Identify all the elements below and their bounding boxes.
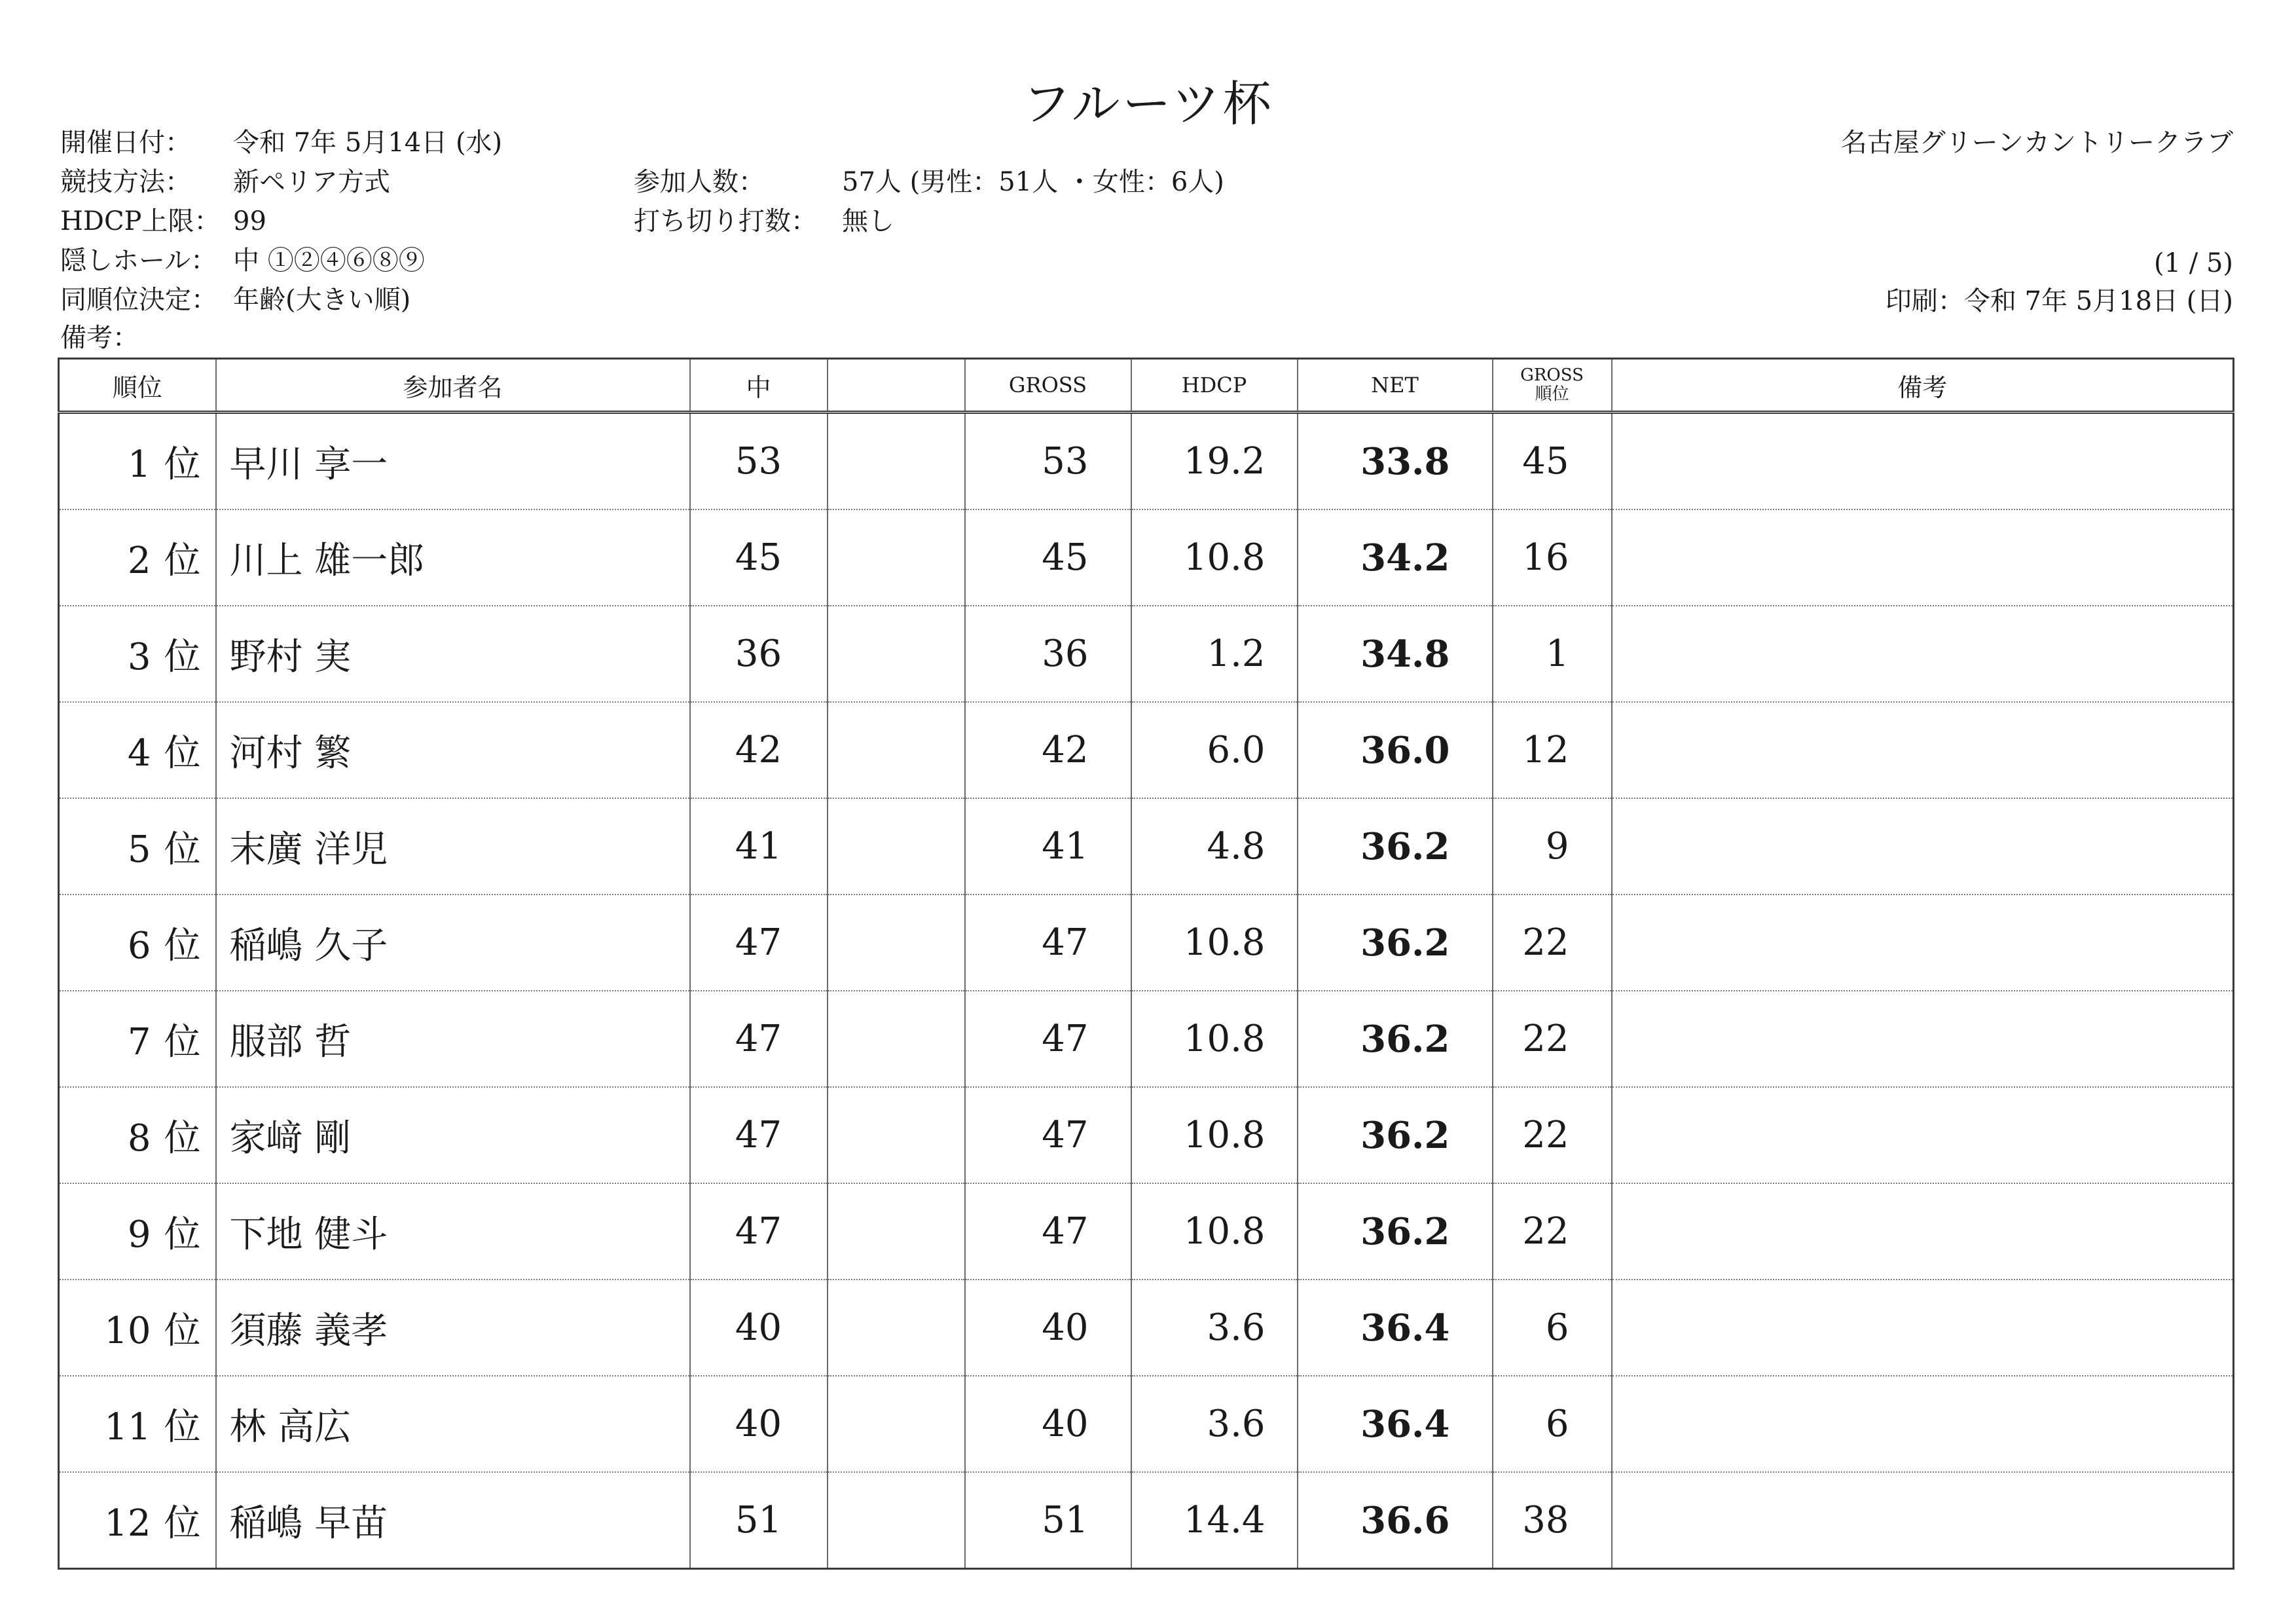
- note-cell: [1612, 991, 2234, 1087]
- rank-cell: [59, 606, 216, 702]
- gross-rank: 45: [1493, 413, 1612, 510]
- event-date-line: [60, 130, 502, 156]
- header-gross: GROSS: [965, 359, 1131, 413]
- hdcp-value: 10.8: [1131, 1183, 1298, 1280]
- rank-cell: [59, 1280, 216, 1376]
- table-row: [59, 1087, 2234, 1183]
- print-date-value: 令和 7年 5月18日 (日): [1963, 286, 2233, 316]
- header-course: 中: [690, 359, 828, 413]
- competition-method-label: 競技方法：: [60, 167, 191, 197]
- hdcp-value: 14.4: [1131, 1472, 1298, 1569]
- table-row: [59, 606, 2234, 702]
- header-net: NET: [1298, 359, 1493, 413]
- print-date-line: [1886, 288, 2233, 314]
- competition-method-line: [60, 169, 390, 195]
- course-score: 47: [690, 895, 828, 991]
- note-cell: [1612, 702, 2234, 798]
- table-row: [59, 1280, 2234, 1376]
- course-score: 40: [690, 1376, 828, 1472]
- gross-score: 47: [965, 991, 1131, 1087]
- table-header-row: [59, 359, 2234, 413]
- gross-score: 47: [965, 895, 1131, 991]
- participant-name: 稲嶋 久子: [216, 895, 690, 991]
- page-indicator: (1 / 5): [2153, 248, 2233, 278]
- header-gross-rank: [1493, 359, 1612, 413]
- gross-rank: 22: [1493, 1183, 1612, 1280]
- gross-score: 45: [965, 509, 1131, 606]
- cutoff-value: 無し: [842, 206, 894, 236]
- competition-method-value: 新ペリア方式: [233, 167, 390, 197]
- hdcp-value: 1.2: [1131, 606, 1298, 702]
- hidden-holes-value: 中 ①②④⑥⑧⑨: [233, 246, 425, 276]
- course-score: 41: [690, 798, 828, 895]
- blank-cell: [828, 1183, 965, 1280]
- participant-name: 野村 実: [216, 606, 690, 702]
- rank-number: 2: [127, 539, 151, 582]
- rank-cell: [59, 1183, 216, 1280]
- note-cell: [1612, 1280, 2234, 1376]
- table-row: [59, 991, 2234, 1087]
- participant-name: 稲嶋 早苗: [216, 1472, 690, 1569]
- gross-rank: 22: [1493, 991, 1612, 1087]
- rank-number: 1: [127, 443, 151, 486]
- rank-cell: [59, 1087, 216, 1183]
- rank-number: 8: [127, 1116, 151, 1160]
- blank-cell: [828, 1376, 965, 1472]
- table-row: [59, 798, 2234, 895]
- hidden-holes-label: 隠しホール：: [60, 246, 217, 276]
- blank-cell: [828, 1472, 965, 1569]
- blank-cell: [828, 606, 965, 702]
- header-note: 備考: [1612, 359, 2234, 413]
- gross-rank: 38: [1493, 1472, 1612, 1569]
- gross-rank: 22: [1493, 895, 1612, 991]
- blank-cell: [828, 702, 965, 798]
- rank-cell: [59, 702, 216, 798]
- rank-cell: [59, 509, 216, 606]
- header-gross-rank-line2: 順位: [1535, 384, 1569, 404]
- rank-number: 5: [127, 828, 151, 871]
- net-score: 36.4: [1298, 1376, 1493, 1472]
- participant-name: 服部 哲: [216, 991, 690, 1087]
- hdcp-value: 10.8: [1131, 895, 1298, 991]
- gross-score: 42: [965, 702, 1131, 798]
- course-score: 53: [690, 413, 828, 510]
- net-score: 34.2: [1298, 509, 1493, 606]
- document-title: フルーツ杯: [1022, 76, 1274, 132]
- rank-number: 10: [104, 1309, 151, 1352]
- participant-name: 下地 健斗: [216, 1183, 690, 1280]
- cutoff-label: 打ち切り打数：: [634, 206, 817, 236]
- table-row: [59, 895, 2234, 991]
- rank-suffix: 位: [164, 1116, 201, 1160]
- net-score: 36.2: [1298, 1087, 1493, 1183]
- gross-score: 51: [965, 1472, 1131, 1569]
- hdcp-value: 3.6: [1131, 1376, 1298, 1472]
- blank-cell: [828, 991, 965, 1087]
- rank-suffix: 位: [164, 1405, 201, 1449]
- gross-rank: 12: [1493, 702, 1612, 798]
- note-cell: [1612, 798, 2234, 895]
- header-blank: [828, 359, 965, 413]
- net-score: 33.8: [1298, 413, 1493, 510]
- net-score: 36.2: [1298, 895, 1493, 991]
- cutoff-line: [634, 208, 894, 234]
- gross-rank: 6: [1493, 1280, 1612, 1376]
- gross-score: 53: [965, 413, 1131, 510]
- net-score: 36.2: [1298, 991, 1493, 1087]
- results-body: [59, 413, 2234, 1569]
- net-score: 36.0: [1298, 702, 1493, 798]
- print-date-label: 印刷：: [1885, 286, 1964, 316]
- blank-cell: [828, 798, 965, 895]
- event-date-value: 令和 7年 5月14日 (水): [233, 128, 503, 158]
- hidden-holes-line: [60, 248, 425, 274]
- participants-value: 57人 (男性：51人 ・女性：6人): [842, 167, 1224, 197]
- tiebreak-label: 同順位決定：: [60, 285, 217, 315]
- course-score: 36: [690, 606, 828, 702]
- tiebreak-value: 年齢(大きい順): [233, 285, 411, 315]
- net-score: 36.6: [1298, 1472, 1493, 1569]
- note-cell: [1612, 1087, 2234, 1183]
- event-date-label: 開催日付：: [60, 128, 191, 158]
- gross-score: 36: [965, 606, 1131, 702]
- rank-suffix: 位: [164, 635, 201, 678]
- net-score: 36.4: [1298, 1280, 1493, 1376]
- table-row: [59, 413, 2234, 510]
- rank-number: 9: [127, 1213, 151, 1256]
- rank-suffix: 位: [164, 1502, 201, 1545]
- table-row: [59, 702, 2234, 798]
- rank-cell: [59, 1472, 216, 1569]
- rank-suffix: 位: [164, 731, 201, 775]
- blank-cell: [828, 1087, 965, 1183]
- hdcp-value: 6.0: [1131, 702, 1298, 798]
- gross-rank: 1: [1493, 606, 1612, 702]
- participant-name: 林 高広: [216, 1376, 690, 1472]
- participant-name: 家﨑 剛: [216, 1087, 690, 1183]
- note-label: 備考：: [60, 323, 139, 353]
- participants-line: [634, 169, 1224, 195]
- gross-score: 40: [965, 1280, 1131, 1376]
- participant-name: 早川 享一: [216, 413, 690, 510]
- gross-score: 47: [965, 1183, 1131, 1280]
- course-score: 42: [690, 702, 828, 798]
- participant-name: 川上 雄一郎: [216, 509, 690, 606]
- rank-number: 4: [127, 731, 151, 775]
- participant-name: 河村 繁: [216, 702, 690, 798]
- table-row: [59, 1183, 2234, 1280]
- note-line: [60, 325, 139, 351]
- rank-suffix: 位: [164, 1309, 201, 1352]
- note-cell: [1612, 1183, 2234, 1280]
- hdcp-limit-label: HDCP上限：: [60, 206, 221, 236]
- results-table: [58, 358, 2234, 1570]
- gross-rank: 6: [1493, 1376, 1612, 1472]
- course-score: 45: [690, 509, 828, 606]
- hdcp-limit-line: [60, 208, 266, 234]
- course-score: 47: [690, 1183, 828, 1280]
- hdcp-value: 3.6: [1131, 1280, 1298, 1376]
- blank-cell: [828, 413, 965, 510]
- rank-cell: [59, 895, 216, 991]
- blank-cell: [828, 509, 965, 606]
- net-score: 34.8: [1298, 606, 1493, 702]
- rank-suffix: 位: [164, 924, 201, 967]
- hdcp-limit-value: 99: [233, 206, 266, 236]
- course-score: 47: [690, 1087, 828, 1183]
- gross-score: 41: [965, 798, 1131, 895]
- rank-suffix: 位: [164, 828, 201, 871]
- table-row: [59, 509, 2234, 606]
- gross-score: 47: [965, 1087, 1131, 1183]
- rank-suffix: 位: [164, 1020, 201, 1063]
- participant-name: 末廣 洋児: [216, 798, 690, 895]
- table-row: [59, 1376, 2234, 1472]
- hdcp-value: 4.8: [1131, 798, 1298, 895]
- rank-number: 12: [104, 1502, 151, 1545]
- blank-cell: [828, 895, 965, 991]
- gross-score: 40: [965, 1376, 1131, 1472]
- header-hdcp: HDCP: [1131, 359, 1298, 413]
- rank-cell: [59, 798, 216, 895]
- header-gross-rank-line1: GROSS: [1520, 365, 1584, 386]
- net-score: 36.2: [1298, 1183, 1493, 1280]
- hdcp-value: 19.2: [1131, 413, 1298, 510]
- rank-suffix: 位: [164, 443, 201, 486]
- net-score: 36.2: [1298, 798, 1493, 895]
- gross-rank: 9: [1493, 798, 1612, 895]
- rank-cell: [59, 413, 216, 510]
- course-score: 47: [690, 991, 828, 1087]
- note-cell: [1612, 606, 2234, 702]
- note-cell: [1612, 1472, 2234, 1569]
- hdcp-value: 10.8: [1131, 509, 1298, 606]
- hdcp-value: 10.8: [1131, 1087, 1298, 1183]
- gross-rank: 16: [1493, 509, 1612, 606]
- gross-rank: 22: [1493, 1087, 1612, 1183]
- rank-cell: [59, 1376, 216, 1472]
- note-cell: [1612, 1376, 2234, 1472]
- tiebreak-line: [60, 287, 410, 313]
- club-name: 名古屋グリーンカントリークラブ: [1840, 128, 2233, 158]
- hdcp-value: 10.8: [1131, 991, 1298, 1087]
- rank-number: 6: [127, 924, 151, 967]
- rank-cell: [59, 991, 216, 1087]
- note-cell: [1612, 509, 2234, 606]
- note-cell: [1612, 895, 2234, 991]
- rank-number: 11: [104, 1405, 151, 1449]
- course-score: 40: [690, 1280, 828, 1376]
- header-name: 参加者名: [216, 359, 690, 413]
- blank-cell: [828, 1280, 965, 1376]
- rank-number: 7: [127, 1020, 151, 1063]
- participants-label: 参加人数：: [634, 167, 765, 197]
- rank-suffix: 位: [164, 539, 201, 582]
- table-row: [59, 1472, 2234, 1569]
- course-score: 51: [690, 1472, 828, 1569]
- note-cell: [1612, 413, 2234, 510]
- participant-name: 須藤 義孝: [216, 1280, 690, 1376]
- header-rank: 順位: [59, 359, 216, 413]
- rank-suffix: 位: [164, 1213, 201, 1256]
- rank-number: 3: [127, 635, 151, 678]
